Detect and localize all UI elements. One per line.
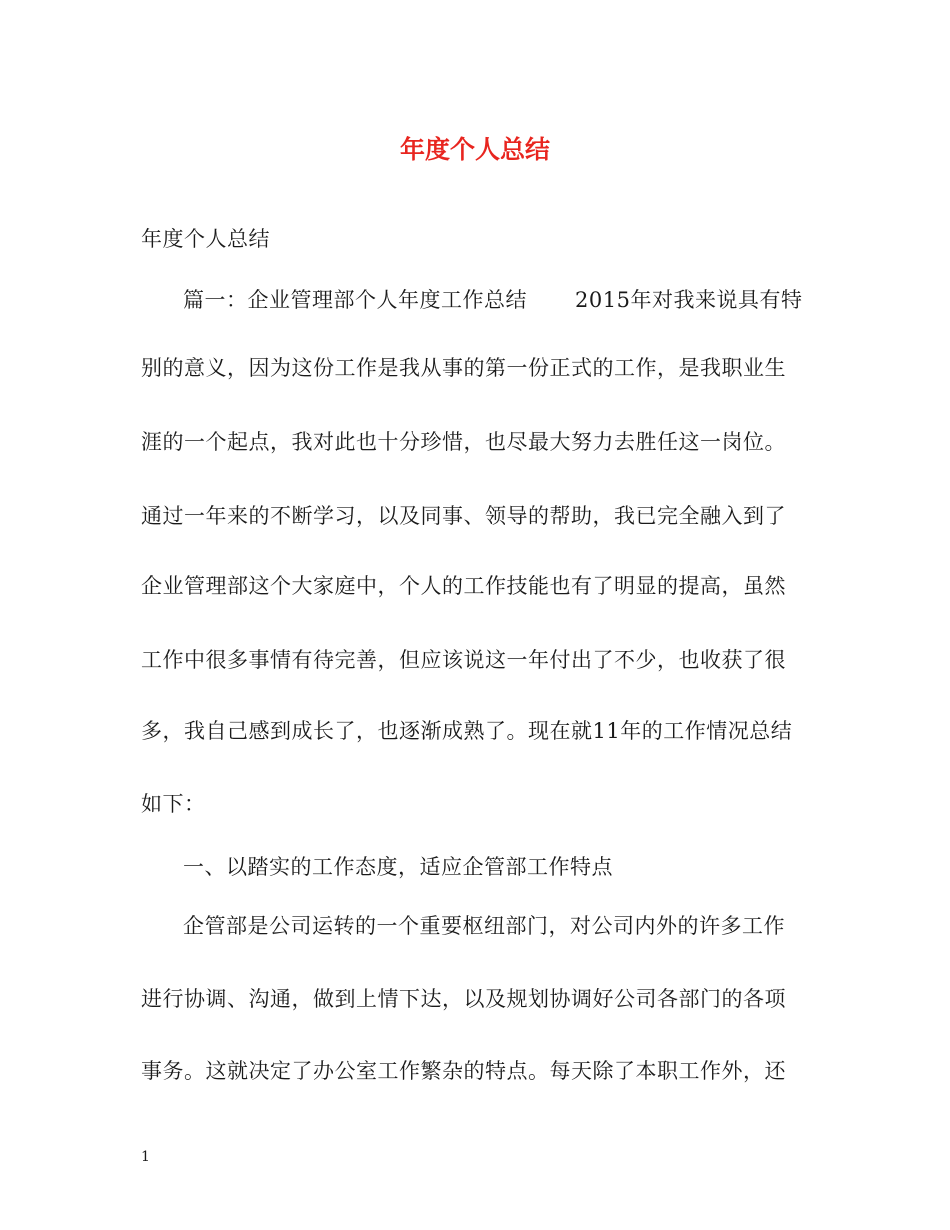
paragraph-text: 2015年对我来说具有特 <box>575 288 803 312</box>
section-heading: 一、以踏实的工作态度，适应企管部工作特点 <box>183 855 613 879</box>
paragraph-line-1 <box>183 285 863 315</box>
paragraph-line-2: 别的意义，因为这份工作是我从事的第一份正式的工作，是我职业生 <box>141 356 786 380</box>
paragraph-line-10: 企管部是公司运转的一个重要枢纽部门，对公司内外的许多工作 <box>183 914 785 938</box>
paragraph-line-4: 通过一年来的不断学习，以及同事、领导的帮助，我已完全融入到了 <box>141 504 786 528</box>
paragraph-line-3: 涯的一个起点，我对此也十分珍惜，也尽最大努力去胜任这一岗位。 <box>141 430 786 454</box>
paragraph-line-7: 多，我自己感到成长了，也逐渐成熟了。现在就11年的工作情况总结 <box>141 719 793 743</box>
section-heading-text: 篇一：企业管理部个人年度工作总结 <box>183 288 527 312</box>
paragraph-line-12: 事务。这就决定了办公室工作繁杂的特点。每天除了本职工作外，还 <box>141 1059 786 1083</box>
document-subtitle: 年度个人总结 <box>141 227 270 251</box>
document-title: 年度个人总结 <box>399 135 550 164</box>
paragraph-line-8: 如下： <box>141 792 206 816</box>
page-number: 1 <box>141 1149 150 1165</box>
paragraph-line-5: 企业管理部这个大家庭中，个人的工作技能也有了明显的提高，虽然 <box>141 574 786 598</box>
paragraph-line-6: 工作中很多事情有待完善，但应该说这一年付出了不少，也收获了很 <box>141 648 786 672</box>
paragraph-line-11: 进行协调、沟通，做到上情下达，以及规划协调好公司各部门的各项 <box>141 987 786 1011</box>
